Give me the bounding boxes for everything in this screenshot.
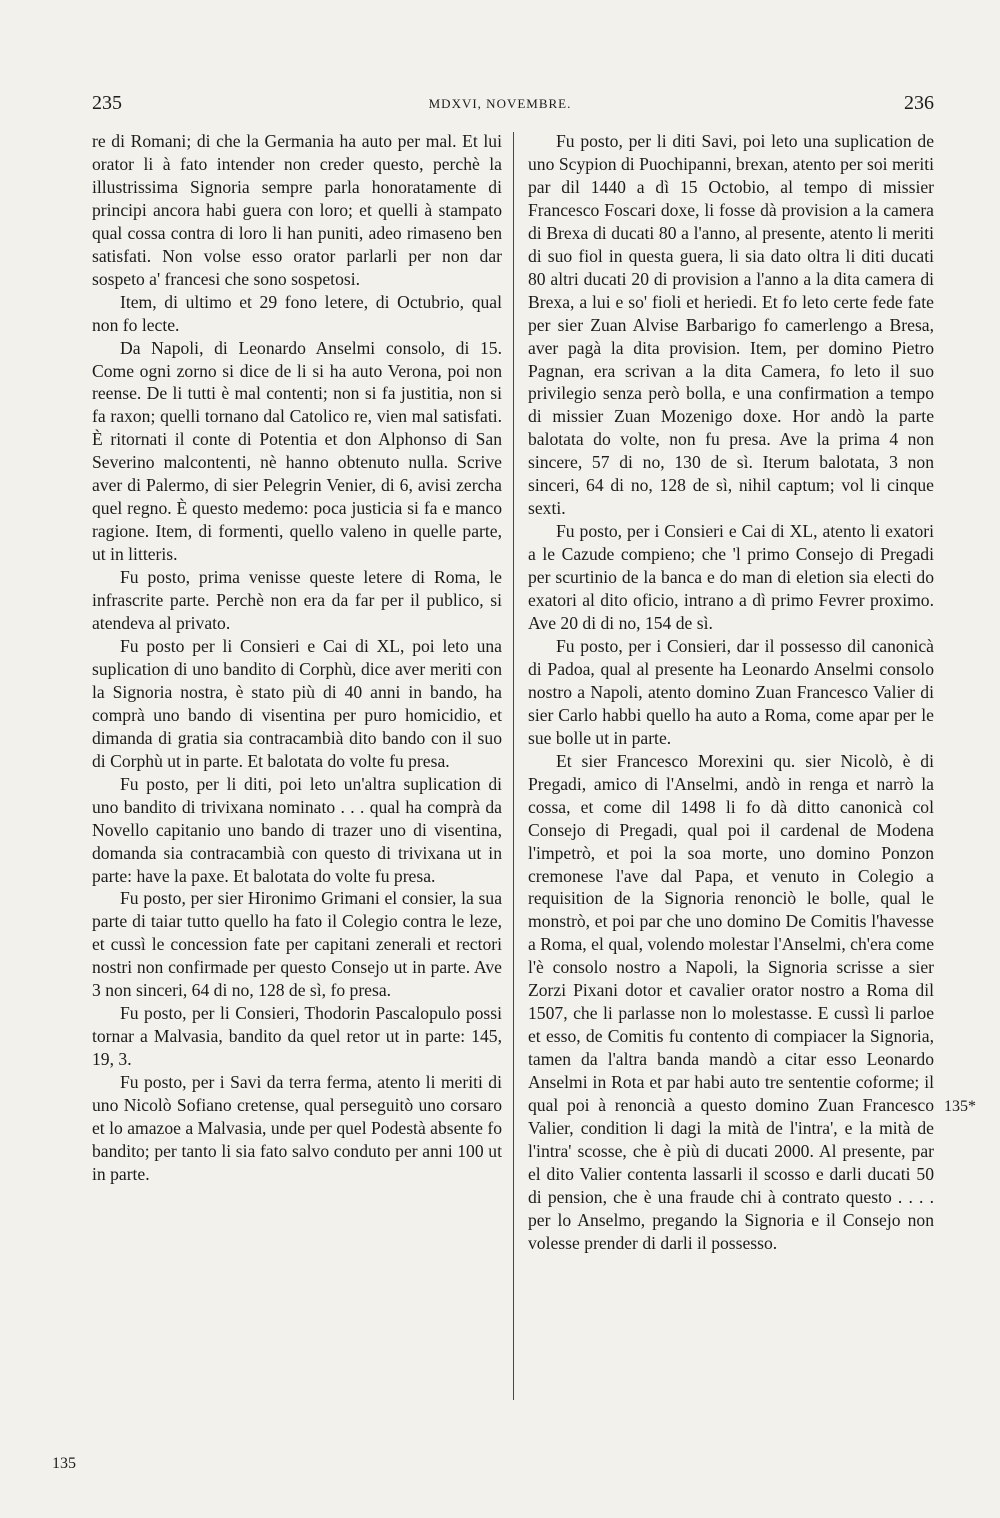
page-number-left: 235 [92, 92, 122, 114]
paragraph: Fu posto, per li diti, poi leto un'altra suplication di uno bandito di trivixana nominato . . . qual ha comprà da Novello capitanio uno bando di trazer uno di visentina, domanda sia contracambià con questo di trivixana ut in parte: have la paxe. Et balotata do volte fu presa. [92, 773, 502, 886]
paragraph: Fu posto per li Consieri e Cai di XL, poi leto una suplication di uno bandito di Corphù, dice aver meriti con la Signoria nostra, è stato più di 40 anni in bando, ha comprà uno bando di visentina per puro homicidio, et dimanda di gratia sia contracambià dito bando con il suo di Corphù ut in parte. Et balotata do volte fu presa. [92, 635, 502, 771]
page-number-right: 236 [904, 92, 934, 114]
right-column [528, 130, 934, 1255]
paragraph: re di Romani; di che la Germania ha auto per mal. Et lui orator li à fato intender non creder questo, perchè la illustrissima Signoria sempre parla honoratamente di principi ancora habi guera con loro; et quelli à stampato qual cossa contra di loro li han puniti, adeo rimaseno ben satisfati. Non volse esso orator parlarli per non dar sospeto a' francesi che sono sospetosi. [92, 131, 502, 289]
paragraph: Da Napoli, di Leonardo Anselmi consolo, di 15. Come ogni zorno si dice de li si ha auto Verona, poi non reense. De li tutti è mal contenti; non si fa justitia, non si fa raxon; quelli tornano dal Catolico re, vien mal satisfati. È ritornati il conte di Potentia et don Alphonso di San Severino malcontenti, nè hanno obtenuto nulla. Scrive aver di Palermo, di sier Pelegrin Venier, di 6, avisi zercha quel regno. È questo medemo: poca justicia si fa e manco ragione. Item, di formenti, quello valeno in quelle parte, ut in litteris. [92, 337, 502, 565]
paragraph: Fu posto, prima venisse queste letere di Roma, le infrascrite parte. Perchè non era da far per il publico, si atendeva al privato. [92, 567, 502, 634]
paragraph: Fu posto, per li Consieri, Thodorin Pascalopulo possi tornar a Malvasia, bandito da quel retor ut in parte: 145, 19, 3. [92, 1003, 502, 1070]
paragraph: Item, di ultimo et 29 fono letere, di Octubrio, qual non fo lecte. [92, 291, 502, 335]
page-header [0, 92, 1000, 122]
left-column [92, 130, 502, 1186]
margin-note-left: 135 [52, 1455, 76, 1472]
paragraph: Fu posto, per i Consieri, dar il possesso dil canonicà di Padoa, qual al presente ha Leonardo Anselmi consolo nostro a Napoli, atento domino Zuan Francesco Valier di sier Carlo habbi quello ha auto a Roma, come apar per le sue bolle ut in parte. [528, 635, 934, 748]
paragraph: Fu posto, per i Savi da terra ferma, atento li meriti di uno Nicolò Sofiano cretense, qual perseguitò uno corsaro et lo amazoe a Malvasia, unde per quel Podestà absente fo bandito; per tanto li sia fato salvo conduto per anni 100 ut in parte. [92, 1072, 502, 1184]
running-title: MDXVI, NOVEMBRE. [428, 96, 572, 111]
paragraph: Et sier Francesco Morexini qu. sier Nicolò, è di Pregadi, amico di l'Anselmi, andò in renga et narrò la cossa, et come dil 1498 li fo dà ditto canonicà col Consejo di Pregadi, qual poi il cardenal de Modena l'impetrò, et poi la soa morte, uno domino Ponzon cremonese l'ave dal Papa, et venuto in Colegio a requisition de la Signoria renonciò le bolle, qual le monstrò, et poi par che uno domino De Comitis l'havesse a Roma, el qual, volendo molestar l'Anselmi, ch'era come l'è consolo nostro a Napoli, la Signoria scrisse a sier Zorzi Pixani dotor et cavalier orator nostro a Roma dil 1507, che li parlasse non lo molestasse. E cussì li parloe et esso, de Comitis fu contento di compiacer la Signoria, tamen da l'altra banda mandò a citar esso Leonardo Anselmi in Rota et par habi auto tre sententie coforme; il qual poi à renoncià a questo domino Zuan Francesco Valier, condition li dagi la mità de l'intra', e la mità de l'intra' scosse, che è più di ducati 2000. Al presente, par el dito Valier contenta lassarli il scosso e darli ducati 50 di pension, che è una fraude chi à contrato questo . . . . per lo Anselmo, pregando la Signoria e il Consejo non volesse prender di darli il possesso. [528, 750, 934, 1253]
paragraph: Fu posto, per li diti Savi, poi leto una suplication de uno Scypion di Puochipanni, brexan, atento per soi meriti par dil 1440 a dì 15 Octobio, al tempo di missier Francesco Foscari doxe, li fosse dà provision a la camera di Brexa di ducati 80 a l'anno, al presente, atento li meriti di suo fiol in questa guera, li sia dato oltra li diti ducati 80 altri ducati 20 di provision a l'anno a la dita camera di Brexa, a lui e so' fioli et heriedi. Et fo leto certe fede fate per sier Zuan Alvise Barbarigo fo camerlengo a Bresa, aver pagà la dita provision. Item, per domino Pietro Pagnan, era scrivan a la dita Camera, fo leto il suo privilegio senza però bolla, e una confirmation a tempo di missier Zuan Mozenigo doxe. Hor andò la parte balotata do volte, non fu presa. Ave la prima 4 non sincere, 57 di no, 130 de sì. Iterum balotata, 3 non sinceri, 64 di no, 128 de sì, nihil captum; vol li cinque sexti. [528, 131, 934, 519]
paragraph: Fu posto, per sier Hironimo Grimani el consier, la sua parte di taiar tutto quello ha fato il Colegio contra le leze, et cussì le concession fate per capitani zenerali et rectori nostri non confirmade per questo Consejo ut in parte. Ave 3 non sinceri, 64 di no, 128 de sì, fo presa. [92, 888, 502, 1001]
column-divider [513, 132, 514, 1400]
margin-note-right: 135* [944, 1098, 976, 1115]
paragraph: Fu posto, per i Consieri e Cai di XL, atento li exatori a le Cazude compieno; che 'l primo Consejo di Pregadi per scurtinio de la banca e do man di eletion sia electi do exatori al dito oficio, intrano a dì primo Fevrer proximo. Ave 20 di di no, 154 de sì. [528, 521, 934, 634]
